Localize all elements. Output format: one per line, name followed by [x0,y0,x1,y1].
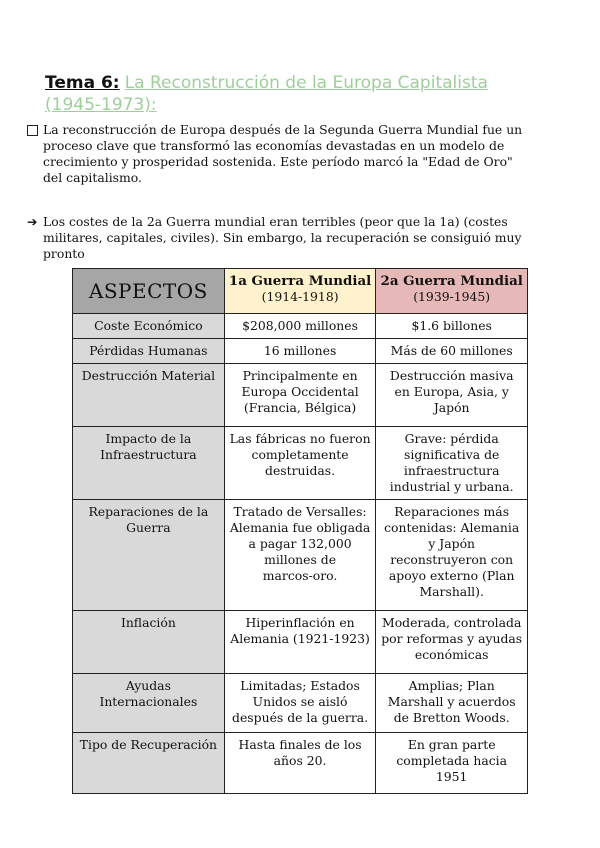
cell-line: Coste Económico [94,318,203,333]
cell-line: Marshall). [419,584,484,599]
row-aspect-cell [73,427,225,500]
row-aspect-cell [73,500,225,611]
row-ww2-cell [376,314,528,339]
intro-line: crecimiento y prosperidad sostenida. Este período marcó la "Edad de Oro" [43,154,513,169]
cell-line: contenidas: Alemania [384,520,520,535]
row-ww2-cell [376,611,528,674]
arrow-bullet [27,214,547,264]
cell-line: Grave: pérdida [404,431,499,446]
header-ww1 [224,269,376,314]
cell-line: Hiperinflación en [245,615,355,630]
cell-line: Unidos se aisló [252,694,348,709]
row-ww1-cell [224,733,376,794]
cell-line: por reformas y ayudas [381,631,523,646]
cell-line: Ayudas [125,678,171,693]
row-ww1-cell [224,611,376,674]
cell-line: Hasta finales de los [238,737,362,752]
row-ww2-cell [376,674,528,733]
row-ww2-cell [376,427,528,500]
cell-line: de Bretton Woods. [393,710,510,725]
table-row [73,364,528,427]
cell-line: significativa de [404,447,500,462]
comparison-table [72,268,528,794]
cell-line: reconstruyeron con [390,552,514,567]
intro-text [43,122,522,186]
arrow-text [43,214,521,262]
page-title [45,72,545,116]
header-ww1-years: (1914-1918) [261,289,339,304]
table-row [73,611,528,674]
row-ww1-cell [224,314,376,339]
cell-line: y Japón [428,536,476,551]
row-aspect-cell [73,674,225,733]
cell-line: en Europa, Asia, y [394,384,509,399]
intro-line: proceso clave que transformó las economías devastadas en un modelo de [43,138,505,153]
row-aspect-cell [73,314,225,339]
row-ww1-cell [224,364,376,427]
header-ww1-title: 1a Guerra Mundial [228,273,372,289]
table-row [73,674,528,733]
cell-line: Reparaciones de la [88,504,209,519]
table-header-row [73,269,528,314]
arrow-line: militares, capitales, civiles). Sin embargo, la recuperación se consiguió muy [43,230,522,245]
header-ww2 [376,269,528,314]
cell-line: $208,000 millones [242,318,358,333]
title-link-line2: (1945-1973): [45,95,157,115]
header-aspects: ASPECTOS [73,269,225,314]
cell-line: Moderada, controlada [382,615,522,630]
intro-line: La reconstrucción de Europa después de la Segunda Guerra Mundial fue un [43,122,523,137]
row-ww1-cell [224,674,376,733]
header-ww2-years: (1939-1945) [413,289,491,304]
row-ww2-cell [376,339,528,364]
cell-line: después de la guerra. [232,710,369,725]
cell-line: años 20. [273,753,327,768]
cell-line: Principalmente en [242,368,358,383]
table-row [73,733,528,794]
cell-line: industrial y urbana. [389,479,514,494]
checkbox-square-icon [27,122,38,140]
table-row [73,314,528,339]
table-row [73,339,528,364]
table-row [73,500,528,611]
cell-line: $1.6 billones [411,318,492,333]
cell-line: apoyo externo (Plan [388,568,515,583]
cell-line: Amplias; Plan [408,678,495,693]
row-ww2-cell [376,733,528,794]
row-aspect-cell [73,339,225,364]
table-row [73,427,528,500]
cell-line: Inflación [120,615,176,630]
cell-line: Destrucción masiva [389,368,514,383]
cell-line: millones de [264,552,337,567]
cell-line: 16 millones [263,343,337,358]
cell-line: infraestructura [403,463,500,478]
cell-line: (Francia, Bélgica) [243,400,357,415]
row-ww1-cell [224,500,376,611]
cell-line: Alemania (1921-1923) [230,631,370,646]
row-ww1-cell [224,339,376,364]
row-aspect-cell [73,733,225,794]
cell-line: Guerra [126,520,171,535]
cell-line: Infraestructura [100,447,197,462]
cell-line: a pagar 132,000 [248,536,352,551]
cell-line: Tratado de Versalles: [233,504,367,519]
title-link-line1: La Reconstrucción de la Europa Capitalista [124,73,488,93]
cell-line: Impacto de la [105,431,192,446]
row-ww1-cell [224,427,376,500]
cell-line: Internacionales [99,694,198,709]
cell-line: Destrucción Material [81,368,216,383]
arrow-right-icon: ➔ [27,214,38,229]
cell-line: Las fábricas no fueron [229,431,371,446]
cell-line: Reparaciones más [394,504,510,519]
title-prefix: Tema 6: [45,73,120,93]
row-ww2-cell [376,364,528,427]
cell-line: Pérdidas Humanas [89,343,208,358]
cell-line: destruidas. [265,463,336,478]
cell-line: Más de 60 millones [390,343,513,358]
arrow-line: pronto [43,246,85,261]
cell-line: Japón [433,400,470,415]
intro-bullet [27,122,547,188]
intro-line: del capitalismo. [43,170,142,185]
cell-line: completada hacia 1951 [396,753,508,784]
cell-line: marcos-oro. [262,568,338,583]
cell-line: Marshall y acuerdos [387,694,516,709]
cell-line: completamente [251,447,349,462]
cell-line: Europa Occidental [241,384,359,399]
cell-line: En gran parte [407,737,496,752]
cell-line: económicas [414,647,489,662]
row-ww2-cell [376,500,528,611]
cell-line: Limitadas; Estados [240,678,360,693]
row-aspect-cell [73,611,225,674]
row-aspect-cell [73,364,225,427]
header-ww2-title: 2a Guerra Mundial [380,273,523,289]
cell-line: Tipo de Recuperación [79,737,218,752]
arrow-line: Los costes de la 2a Guerra mundial eran terribles (peor que la 1a) (costes [43,214,508,229]
cell-line: Alemania fue obligada [229,520,371,535]
